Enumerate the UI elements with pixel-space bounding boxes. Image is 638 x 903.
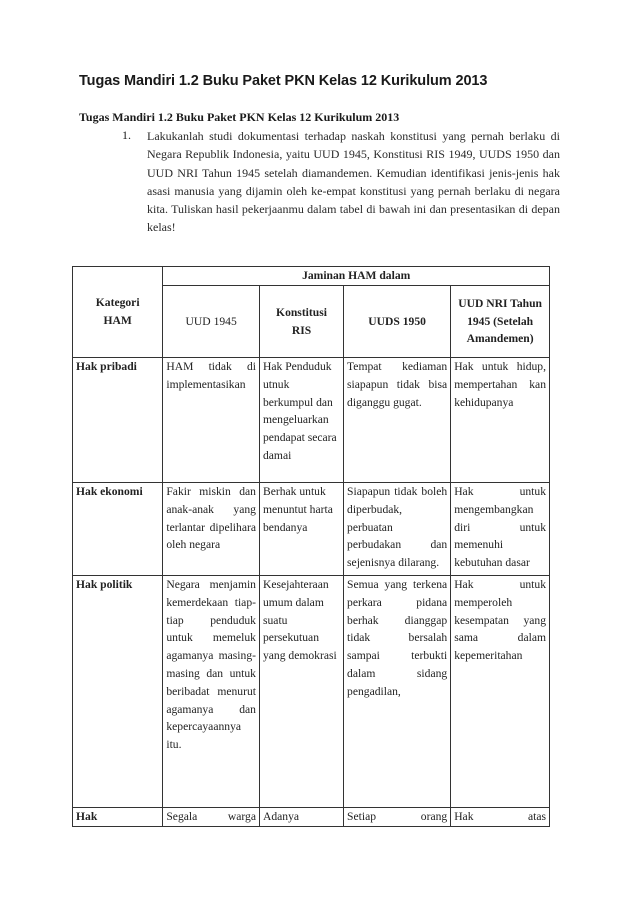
cell-kategori: Hak pribadi xyxy=(73,358,163,483)
table-row xyxy=(73,483,550,576)
cell-nri: Hak atas xyxy=(451,808,550,827)
cell-kategori: Hak politik xyxy=(73,576,163,808)
cell-ris: Berhak untuk menuntut harta bendanya xyxy=(259,483,343,576)
cell-kategori: Hak ekonomi xyxy=(73,483,163,576)
cell-uuds: Semua yang terkena perkara pidana berhak dianggap tidak bersalah sampai terbukti dalam sidang pengadilan, xyxy=(344,576,451,808)
cell-nri: Hak untuk mengembangkan diri untuk memenuhi kebutuhan dasar xyxy=(451,483,550,576)
cell-kategori: Hak xyxy=(73,808,163,827)
cell-ris: Hak Penduduk utnuk berkumpul dan mengeluarkan pendapat secara damai xyxy=(259,358,343,483)
cell-ris: Kesejahteraan umum dalam suatu persekutuan yang demokrasi xyxy=(259,576,343,808)
header-uuds-1950: UUDS 1950 xyxy=(344,286,451,358)
table-row xyxy=(73,808,550,827)
header-uud-1945: UUD 1945 xyxy=(163,286,260,358)
instruction-number: 1. xyxy=(122,128,131,142)
header-jaminan-group: Jaminan HAM dalam xyxy=(163,267,550,286)
header-konstitusi-ris: Konstitusi RIS xyxy=(259,286,343,358)
cell-nri: Hak untuk memperoleh kesempatan yang sama dalam kepemeritahan xyxy=(451,576,550,808)
cell-uud1945: HAM tidak di implementasikan xyxy=(163,358,260,483)
table-row xyxy=(73,576,550,808)
instruction-paragraph: Lakukanlah studi dokumentasi terhadap naskah konstitusi yang pernah berlaku di Negara Republik Indonesia, yaitu UUD 1945, Konstitusi RIS 1949, UUDS 1950 dan UUD NRI Tahun 1945 setelah diamandemen. Kemudian identifikasi jenis-jenis hak asasi manusia yang dijamin oleh ke-empat konstitusi yang pernah berlaku di negara kita. Tuliskan hasil pekerjaanmu dalam tabel di bawah ini dan presentasikan di depan kelas! xyxy=(147,129,560,235)
cell-uud1945: Fakir miskin dan anak-anak yang terlantar dipelihara oleh negara xyxy=(163,483,260,576)
header-kategori: Kategori HAM xyxy=(73,267,163,358)
cell-uud1945: Negara menjamin kemerdekaan tiap-tiap penduduk untuk memeluk agamanya masing-masing dan untuk beribadat menurut agamanya dan kepercayaannya itu. xyxy=(163,576,260,808)
cell-nri: Hak untuk hidup, mempertahan kan kehidupanya xyxy=(451,358,550,483)
table-row xyxy=(73,358,550,483)
cell-uuds: Tempat kediaman siapapun tidak bisa diganggu gugat. xyxy=(344,358,451,483)
page-title: Tugas Mandiri 1.2 Buku Paket PKN Kelas 12 Kurikulum 2013 xyxy=(79,73,488,89)
header-uud-nri: UUD NRI Tahun 1945 (Setelah Amandemen) xyxy=(451,286,550,358)
section-subtitle: Tugas Mandiri 1.2 Buku Paket PKN Kelas 12 Kurikulum 2013 xyxy=(79,110,400,124)
cell-uud1945: Segala warga xyxy=(163,808,260,827)
ham-table xyxy=(72,266,550,827)
cell-uuds: Setiap orang xyxy=(344,808,451,827)
cell-ris: Adanya xyxy=(259,808,343,827)
cell-uuds: Siapapun tidak boleh diperbudak, perbuatan perbudakan dan sejenisnya dilarang. xyxy=(344,483,451,576)
